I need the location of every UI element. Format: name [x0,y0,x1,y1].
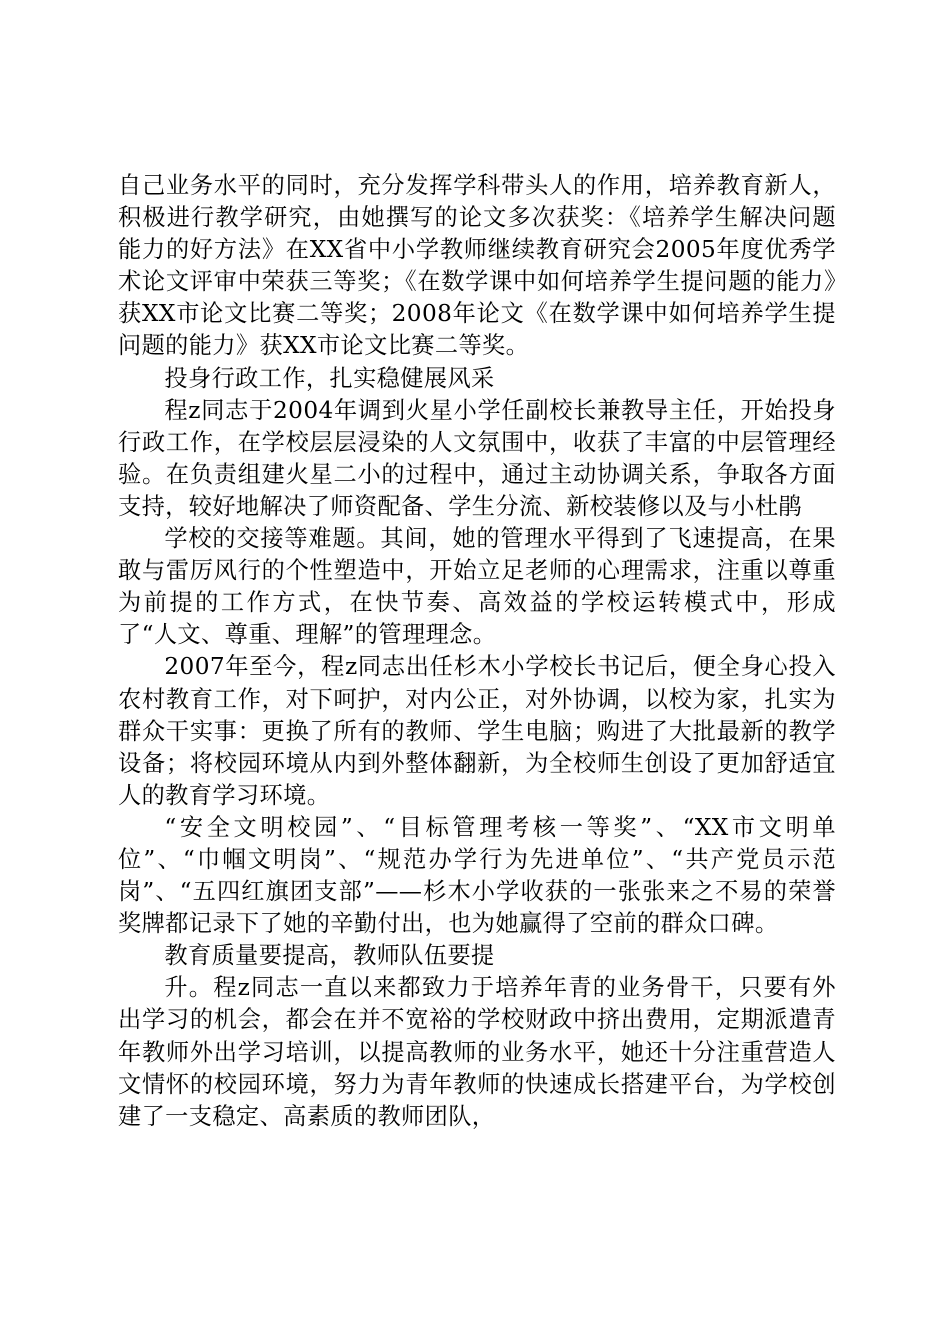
paragraph-administration-start: 程z同志于2004年调到火星小学任副校长兼教导主任，开始投身行政工作，在学校层层浸染的人文氛围中，收获了丰富的中层管理经验。在负责组建火星二小的过程中，通过主动协调关系，争取各方面支持，较好地解决了师资配备、学生分流、新校装修以及与小杜鹃 [118,396,836,520]
section-heading-teacher-quality: 教育质量要提高，教师队伍要提 [164,942,495,970]
paragraph-administration-continued: 学校的交接等难题。其间，她的管理水平得到了飞速提高，在果敢与雷厉风行的个性塑造中，开始立足老师的心理需求，注重以尊重为前提的工作方式，在快节奏、高效益的学校运转模式中，形成了“人文、尊重、理解”的管理理念。 [118,525,836,649]
document-body [118,170,836,1133]
paragraph-honors: “安全文明校园”、“目标管理考核一等奖”、“XX市文明单位”、“巾帼文明岗”、“规范办学行为先进单位”、“共产党员示范岗”、“五四红旗团支部”——杉木小学收获的一张张来之不易的荣誉奖牌都记录下了她的辛勤付出，也为她赢得了空前的群众口碑。 [118,813,836,938]
section-heading-administration: 投身行政工作，扎实稳健展风采 [164,364,495,392]
paragraph-principal: 2007年至今，程z同志出任杉木小学校长书记后，便全身心投入农村教育工作，对下呵护，对内公正，对外协调，以校为家，扎实为群众干实事：更换了所有的教师、学生电脑；购进了大批最新的教学设备；将校园环境从内到外整体翻新，为全校师生创设了更加舒适宜人的教育学习环境。 [118,653,836,809]
paragraph-awards: 自己业务水平的同时，充分发挥学科带头人的作用，培养教育新人，积极进行教学研究，由她撰写的论文多次获奖：《培养学生解决问题能力的好方法》在XX省中小学教师继续教育研究会2005年度优秀学术论文评审中荣获三等奖；《在数学课中如何培养学生提问题的能力》获XX市论文比赛二等奖；2008年论文《在数学课中如何培养学生提问题的能力》获XX市论文比赛二等奖。 [118,172,836,360]
paragraph-teacher-training: 升。程z同志一直以来都致力于培养年青的业务骨干，只要有外出学习的机会，都会在并不宽裕的学校财政中挤出费用，定期派遣青年教师外出学习培训，以提高教师的业务水平，她还十分注重营造人文情怀的校园环境，努力为青年教师的快速成长搭建平台，为学校创建了一支稳定、高素质的教师团队， [118,974,836,1130]
